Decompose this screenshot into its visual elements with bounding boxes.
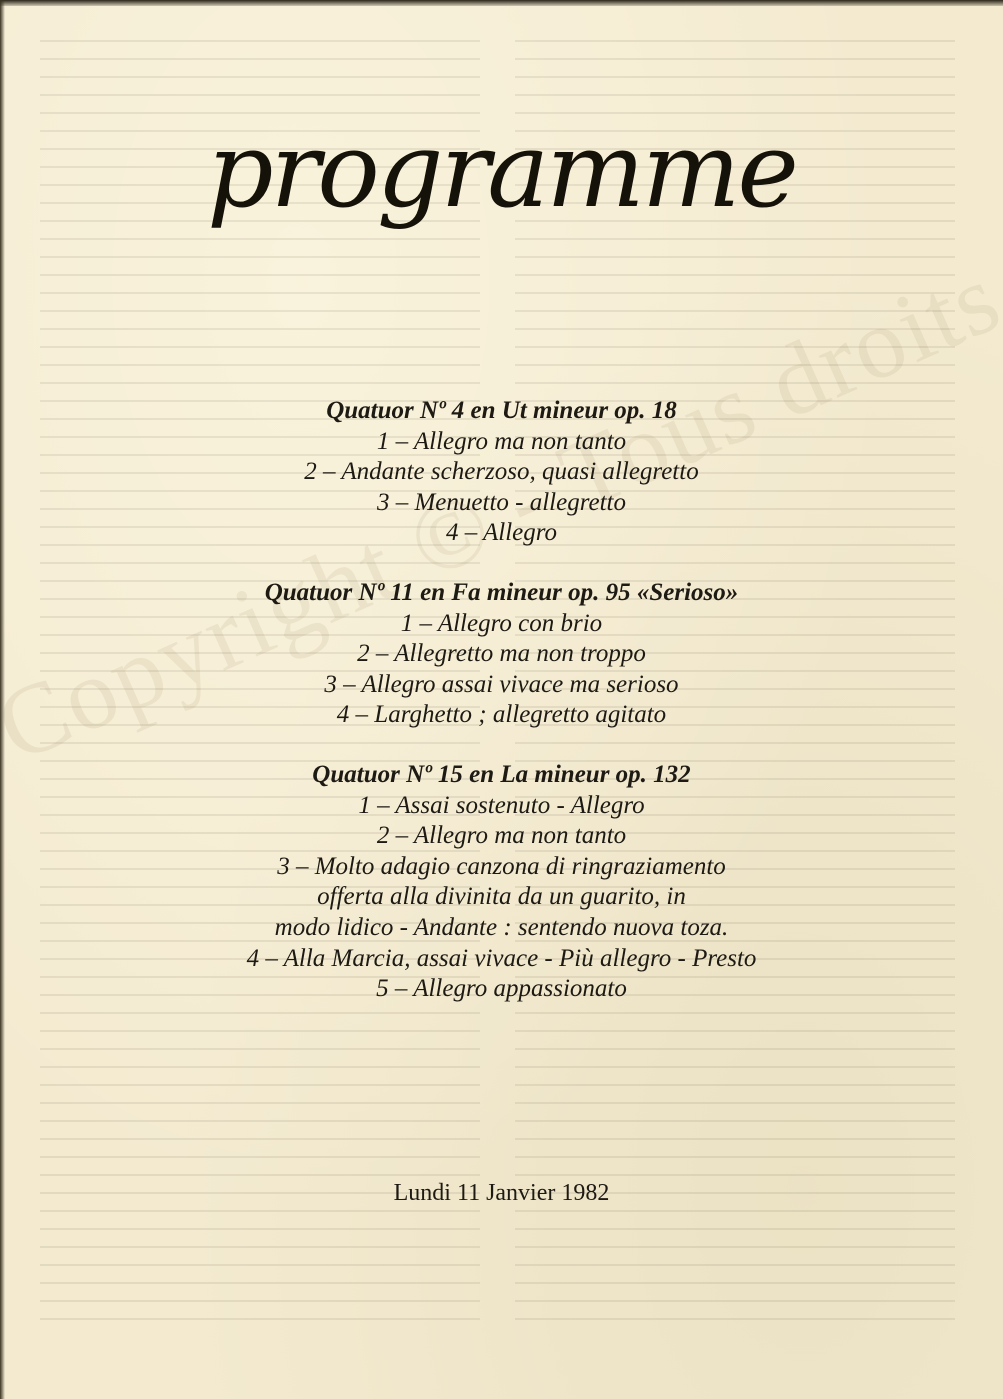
work-3 (0, 760, 1003, 1005)
movement-line: modo lidico - Andante : sentendo nuova toza. (274, 913, 729, 941)
movement-line: offerta alla divinita da un guarito, in (317, 883, 686, 911)
movement-line: 3 – Menuetto - allegretto (376, 488, 626, 516)
work-1 (0, 396, 1003, 549)
movement-line: 1 – Allegro con brio (400, 609, 603, 637)
movement-line: 3 – Molto adagio canzona di ringraziamento (277, 852, 726, 880)
work-2 (0, 578, 1003, 731)
movement-line: 5 – Allegro appassionato (376, 975, 627, 1003)
programme-list (0, 396, 1003, 1034)
work-title: Quatuor Nº 11 en Fa mineur op. 95 «Serioso» (264, 578, 739, 606)
work-title: Quatuor Nº 15 en La mineur op. 132 (312, 760, 691, 788)
work-title: Quatuor Nº 4 en Ut mineur op. 18 (326, 397, 677, 424)
movement-line: 1 – Assai sostenuto - Allegro (358, 791, 645, 819)
page-title: programme (207, 109, 796, 231)
movement-line: 1 – Allegro ma non tanto (376, 427, 627, 455)
movement-line: 3 – Allegro assai vivace ma serioso (324, 670, 679, 698)
movement-line: 2 – Allegretto ma non troppo (357, 640, 646, 668)
scan-top-edge (0, 0, 1003, 6)
movement-line: 4 – Alla Marcia, assai vivace - Più allegro - Presto (246, 944, 757, 972)
movement-line: 2 – Andante scherzoso, quasi allegretto (304, 458, 699, 486)
movement-line: 2 – Allegro ma non tanto (376, 822, 627, 850)
movement-line: 4 – Allegro (445, 519, 558, 547)
concert-date: Lundi 11 Janvier 1982 (393, 1180, 610, 1206)
movement-line: 4 – Larghetto ; allegretto agitato (336, 701, 667, 729)
